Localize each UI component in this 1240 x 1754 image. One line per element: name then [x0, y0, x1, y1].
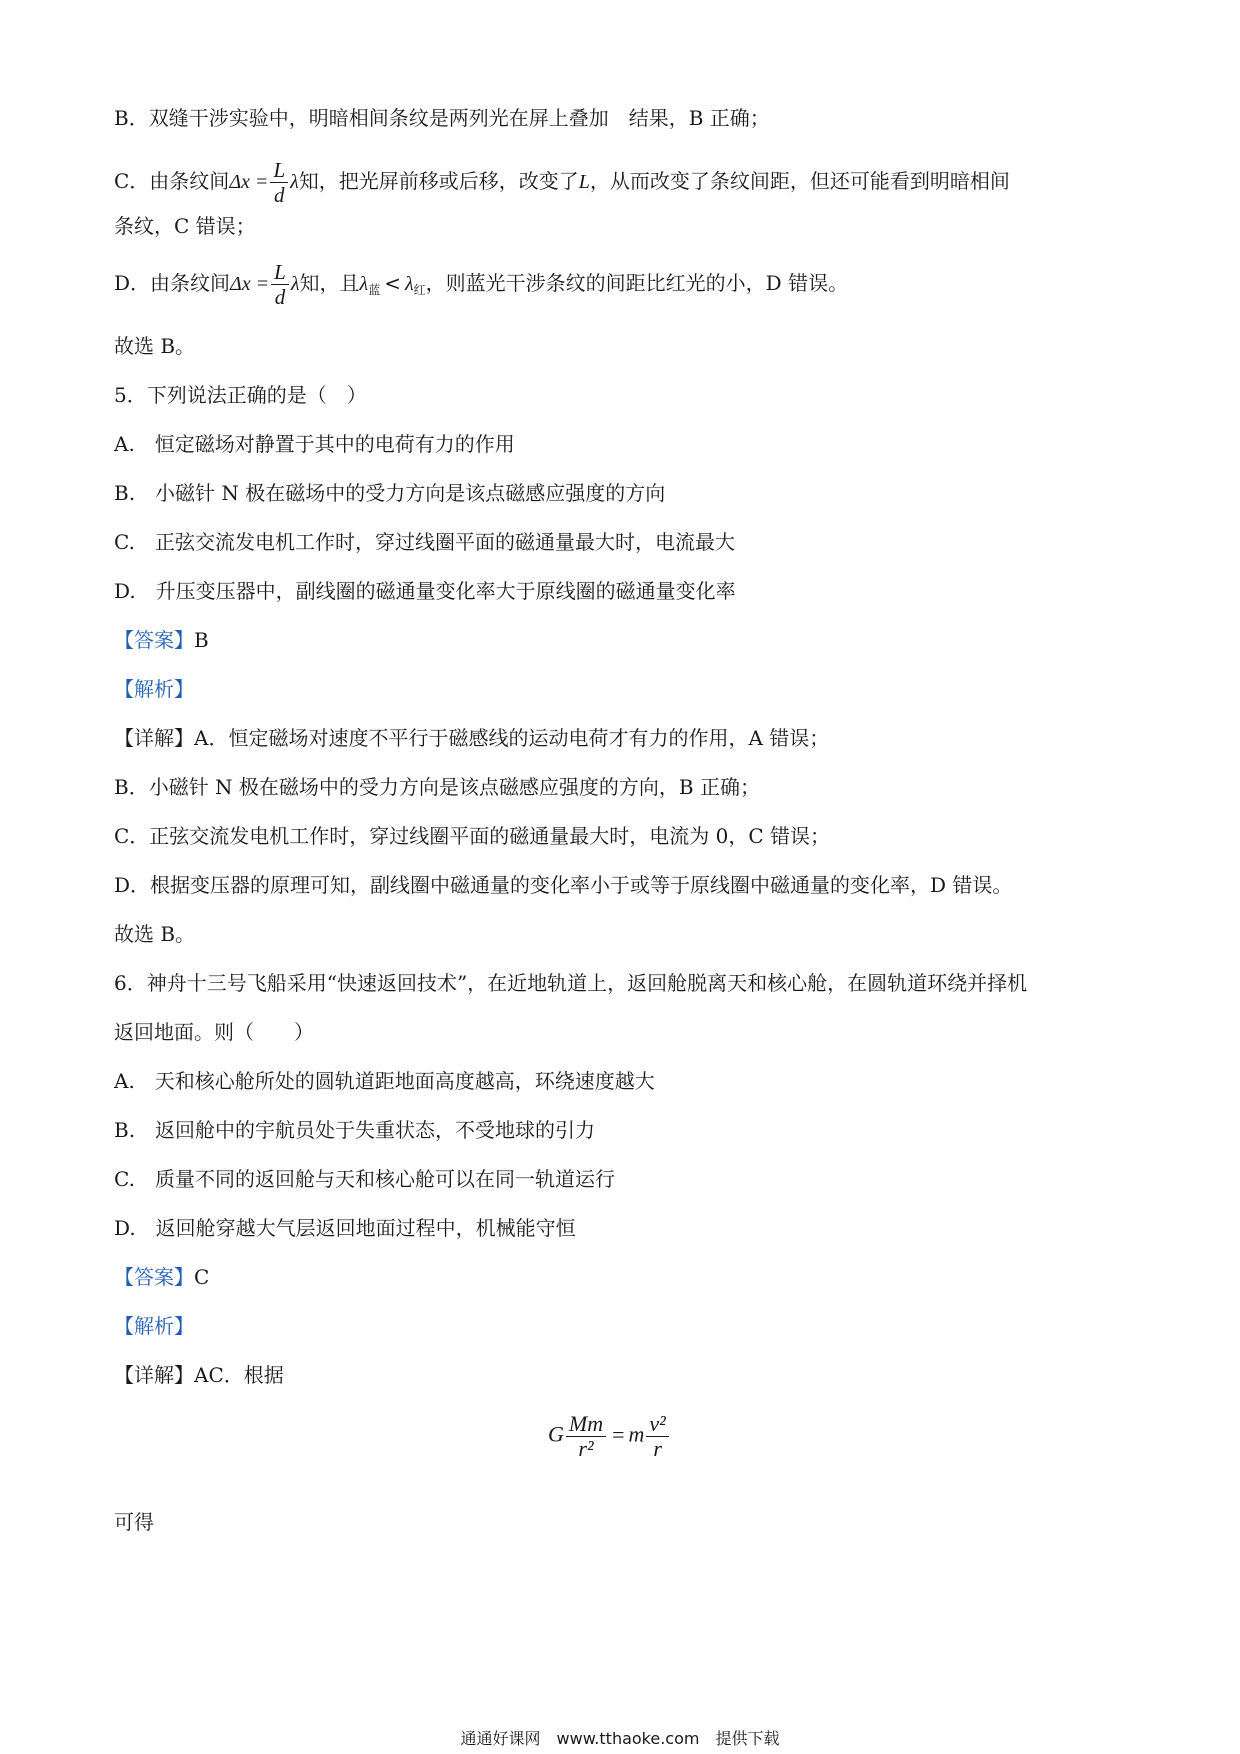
q6-option-d: D. 返回舱穿越大气层返回地面过程中，机械能守恒 [114, 1216, 576, 1240]
lambda-blue: λ [359, 273, 369, 295]
prev-option-c-suffix: ，从而改变了条纹间距，但还可能看到明暗相间 [589, 169, 1010, 193]
analysis-tag: 【解析】 [114, 1314, 194, 1338]
fraction-denominator: d [274, 285, 286, 309]
answer-tag: 【答案】 [114, 1265, 194, 1289]
prev-option-c-middle: 知，把光屏前移或后移，改变了 [298, 169, 579, 193]
q5-option-d: D. 升压变压器中，副线圈的磁通量变化率大于原线圈的磁通量变化率 [114, 579, 736, 603]
lambda: λ [290, 171, 299, 193]
q5-detail-b: B．小磁针 N 极在磁场中的受力方向是该点磁感应强度的方向，B 正确； [114, 775, 760, 799]
q5-analysis [114, 675, 194, 703]
prev-option-c [114, 158, 1010, 207]
prev-option-d [114, 260, 848, 309]
delta-x: Δx = [230, 273, 270, 295]
fraction-mm-over-r2 [566, 1412, 606, 1461]
q6-stem-line-1: 6．神舟十三号飞船采用“快速返回技术”，在近地轨道上，返回舱脱离天和核心舱，在圆轨道环绕并择机 [114, 971, 1028, 995]
q6-answer [114, 1263, 209, 1291]
q5-option-a: A. 恒定磁场对静置于其中的电荷有力的作用 [114, 432, 515, 456]
fraction-denominator: r² [578, 1436, 594, 1461]
q6-option-b: B. 返回舱中的宇航员处于失重状态，不受地球的引力 [114, 1118, 596, 1142]
formula-equals: = [612, 1421, 625, 1447]
q5-answer [114, 626, 209, 654]
lambda: λ [290, 273, 300, 295]
formula-g: G [548, 1421, 564, 1447]
less-than: < [384, 271, 401, 295]
q6-option-c: C. 质量不同的返回舱与天和核心舱可以在同一轨道运行 [114, 1167, 615, 1191]
formula-m: m [628, 1421, 645, 1447]
q5-detail-d: D．根据变压器的原理可知，副线圈中磁通量的变化率小于或等于原线圈中磁通量的变化率，D 错误。 [114, 873, 1013, 897]
blue-subscript: 蓝 [368, 283, 381, 297]
q6-analysis [114, 1312, 194, 1340]
gravitation-formula [548, 1412, 671, 1461]
prev-option-c-continuation: 条纹，C 错误； [114, 214, 256, 238]
q5-choose: 故选 B。 [114, 922, 196, 946]
q5-detail-c: C．正弦交流发电机工作时，穿过线圈平面的磁通量最大时，电流为 0，C 错误； [114, 824, 831, 848]
fraction-denominator: r [653, 1436, 662, 1461]
prev-option-c-prefix: C．由条纹间 [114, 169, 230, 193]
fraction-numerator: v² [646, 1412, 668, 1437]
analysis-tag: 【解析】 [114, 677, 194, 701]
prev-option-d-middle: 知，且 [299, 271, 360, 295]
prev-option-b: B．双缝干涉实验中，明暗相间条纹是两列光在屏上叠加 结果，B 正确； [114, 106, 770, 130]
lambda-red: λ [404, 273, 414, 295]
prev-option-d-prefix: D．由条纹间 [114, 271, 231, 295]
fraction-numerator: Mm [566, 1412, 606, 1437]
answer-tag: 【答案】 [114, 628, 194, 652]
answer-value: C [194, 1265, 210, 1289]
q6-stem-line-2: 返回地面。则（ ） [114, 1020, 314, 1044]
delta-x: Δx = [229, 171, 269, 193]
page-footer: 通通好课网 www.tthaoke.com 提供下载 [460, 1729, 780, 1748]
red-subscript: 红 [413, 283, 426, 297]
q5-option-b: B. 小磁针 N 极在磁场中的受力方向是该点磁感应强度的方向 [114, 481, 666, 505]
fraction-v2-over-r [646, 1412, 668, 1461]
q5-detail-a: 【详解】A．恒定磁场对速度不平行于磁感线的运动电荷才有力的作用，A 错误； [114, 726, 830, 750]
answer-value: B [194, 628, 209, 652]
fraction-l-over-d [271, 260, 289, 309]
fraction-numerator: L [271, 260, 289, 285]
q6-conclusion: 可得 [114, 1510, 154, 1534]
fraction-denominator: d [274, 183, 285, 207]
prev-option-d-suffix: ，则蓝光干涉条纹的间距比红光的小，D 错误。 [425, 271, 849, 295]
q6-detail: 【详解】AC．根据 [114, 1363, 284, 1387]
fraction-l-over-d [270, 158, 288, 207]
choose-b-1: 故选 B。 [114, 334, 196, 358]
q5-stem: 5．下列说法正确的是（ ） [114, 383, 367, 407]
q6-option-a: A. 天和核心舱所处的圆轨道距地面高度越高，环绕速度越大 [114, 1069, 655, 1093]
fraction-numerator: L [270, 158, 288, 183]
variable-l: L [578, 171, 590, 193]
q5-option-c: C. 正弦交流发电机工作时，穿过线圈平面的磁通量最大时，电流最大 [114, 530, 735, 554]
